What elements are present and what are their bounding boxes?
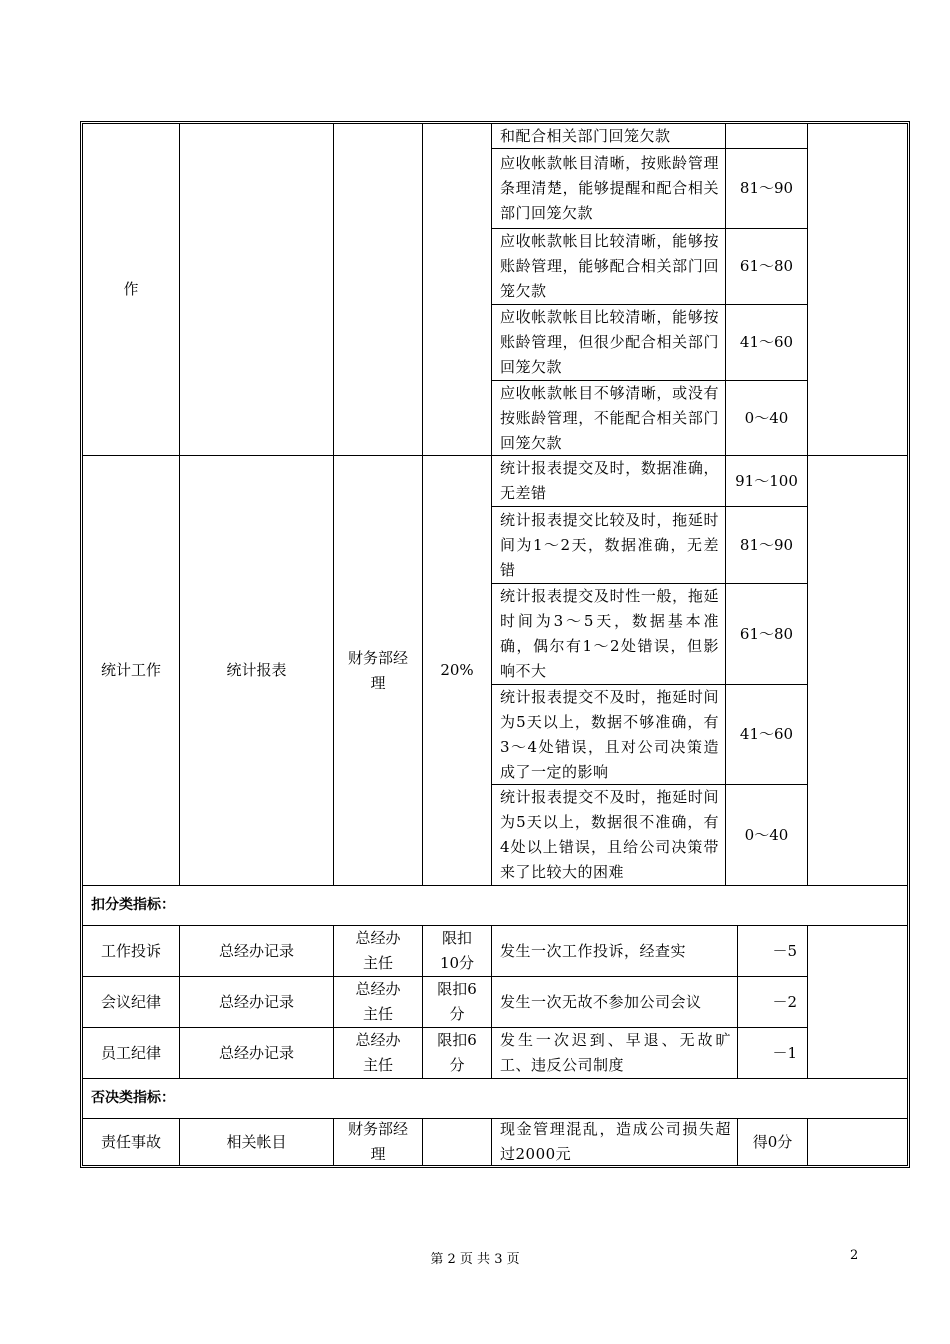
deduction-limit-2 <box>423 1028 492 1079</box>
deduction-source-0: 总经办记录 <box>180 926 334 977</box>
deduction-criteria-1: 发生一次无故不参加公司会议 <box>492 977 738 1028</box>
deduction-limit-text-1: 限扣6分 <box>437 980 477 1023</box>
veto-evaluator-text-0: 财务部经理 <box>347 1120 408 1163</box>
deduction-header: 扣分类指标： <box>83 886 907 926</box>
stats-criteria-4: 统计报表提交不及时，拖延时间为5天以上，数据很不准确，有4处以上错误，且给公司决策带来了比较大的困难 <box>492 785 726 886</box>
deduction-evaluator-2 <box>334 1028 423 1079</box>
top-criteria-0: 和配合相关部门回笼欠款 <box>492 124 726 149</box>
top-evaluator-cell <box>334 124 423 456</box>
deduction-category-1: 会议纪律 <box>83 977 180 1028</box>
top-score-2: 61～80 <box>726 229 808 305</box>
top-criteria-2: 应收帐款帐目比较清晰，能够按账龄管理，能够配合相关部门回笼欠款 <box>492 229 726 305</box>
stats-criteria-3: 统计报表提交不及时，拖延时间为5天以上，数据不够准确，有3～4处错误，且对公司决策造成了一定的影响 <box>492 685 726 785</box>
stats-score-1: 81～90 <box>726 507 808 584</box>
deduction-evaluator-text-2: 总经办主任 <box>355 1031 401 1074</box>
deduction-evaluator-text-0: 总经办主任 <box>355 929 401 972</box>
deduction-limit-text-2: 限扣6分 <box>437 1031 477 1074</box>
top-weight-cell <box>423 124 492 456</box>
stats-weight-cell: 20% <box>423 456 492 886</box>
veto-category-0: 责任事故 <box>83 1119 180 1165</box>
top-criteria-1: 应收帐款帐目清晰，按账龄管理条理清楚，能够提醒和配合相关部门回笼欠款 <box>492 149 726 229</box>
stats-indicator-cell: 统计报表 <box>180 456 334 886</box>
stats-criteria-1: 统计报表提交比较及时，拖延时间为1～2天，数据准确，无差错 <box>492 507 726 584</box>
top-criteria-3: 应收帐款帐目比较清晰，能够按账龄管理，但很少配合相关部门回笼欠款 <box>492 305 726 381</box>
stats-criteria-0: 统计报表提交及时，数据准确，无差错 <box>492 456 726 507</box>
top-score-3: 41～60 <box>726 305 808 381</box>
deduction-evaluator-text-1: 总经办主任 <box>355 980 401 1023</box>
deduction-category-0: 工作投诉 <box>83 926 180 977</box>
deduction-score-0: －5 <box>738 926 808 977</box>
page-footer-text: 第 2 页 共 3 页 <box>430 1252 520 1267</box>
stats-criteria-2: 统计报表提交及时性一般，拖延时间为3～5天，数据基本准确，偶尔有1～2处错误，但影响不大 <box>492 584 726 685</box>
stats-category-cell: 统计工作 <box>83 456 180 886</box>
stats-evaluator-cell <box>334 456 423 886</box>
deduction-criteria-0: 发生一次工作投诉，经查实 <box>492 926 738 977</box>
deduction-remark-cell <box>808 926 907 1079</box>
veto-remark-cell <box>808 1119 907 1165</box>
deduction-evaluator-1 <box>334 977 423 1028</box>
veto-header: 否决类指标： <box>83 1079 907 1119</box>
stats-evaluator-text: 财务部经理 <box>347 648 408 692</box>
veto-evaluator-0 <box>334 1119 423 1165</box>
deduction-limit-0 <box>423 926 492 977</box>
deduction-evaluator-0 <box>334 926 423 977</box>
deduction-score-2: －1 <box>738 1028 808 1079</box>
top-score-4: 0～40 <box>726 381 808 456</box>
deduction-category-2: 员工纪律 <box>83 1028 180 1079</box>
top-criteria-4: 应收帐款帐目不够清晰，或没有按账龄管理，不能配合相关部门回笼欠款 <box>492 381 726 456</box>
top-indicator-cell <box>180 124 334 456</box>
veto-limit-0 <box>423 1119 492 1165</box>
deduction-limit-text-0: 限扣10分 <box>439 929 475 972</box>
stats-score-2: 61～80 <box>726 584 808 685</box>
top-score-1: 81～90 <box>726 149 808 229</box>
top-score-0 <box>726 124 808 149</box>
top-category-cell: 作 <box>83 124 180 456</box>
veto-source-0: 相关帐目 <box>180 1119 334 1165</box>
stats-score-0: 91～100 <box>726 456 808 507</box>
deduction-score-1: －2 <box>738 977 808 1028</box>
stats-score-4: 0～40 <box>726 785 808 886</box>
deduction-criteria-2: 发生一次迟到、早退、无故旷工、违反公司制度 <box>492 1028 738 1079</box>
top-remark-cell <box>808 124 907 456</box>
veto-criteria-0: 现金管理混乱，造成公司损失超过2000元 <box>492 1119 738 1165</box>
deduction-limit-1 <box>423 977 492 1028</box>
stats-score-3: 41～60 <box>726 685 808 785</box>
deduction-source-2: 总经办记录 <box>180 1028 334 1079</box>
score-table <box>80 121 910 1168</box>
deduction-source-1: 总经办记录 <box>180 977 334 1028</box>
stats-remark-cell <box>808 456 907 886</box>
veto-score-0: 得0分 <box>738 1119 808 1165</box>
page-number: 2 <box>850 1248 859 1263</box>
